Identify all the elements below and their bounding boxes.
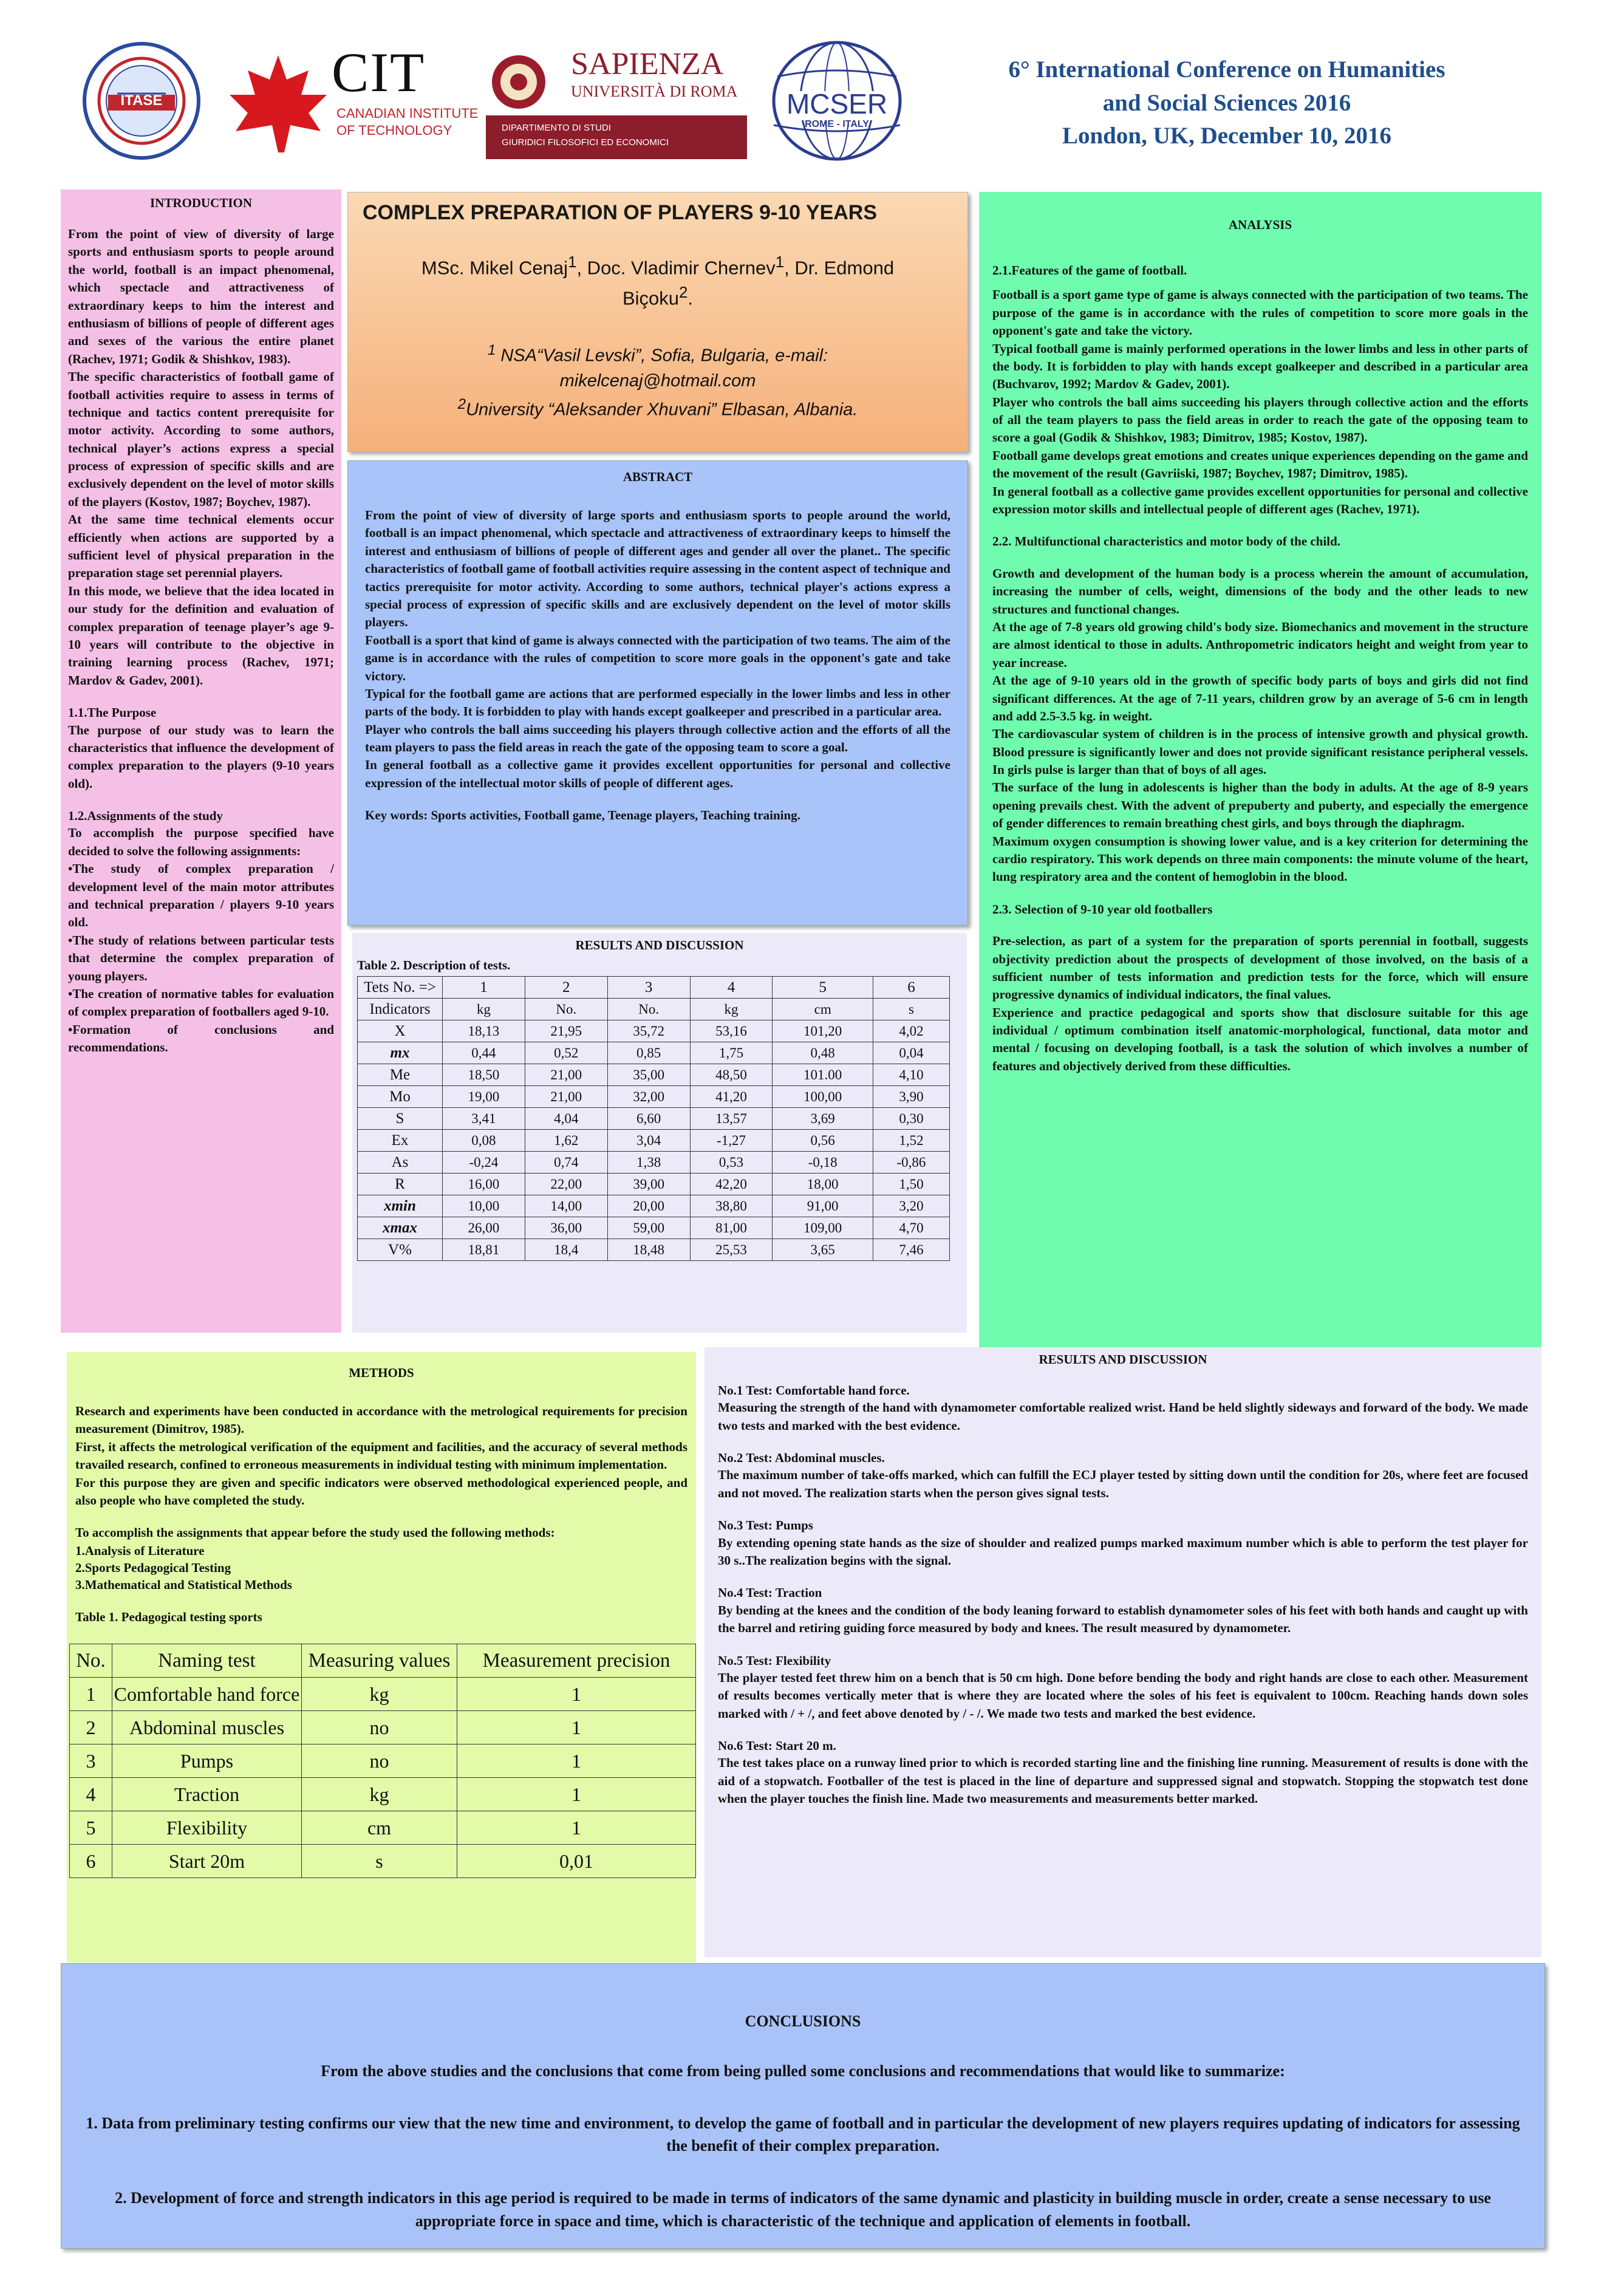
table1-cell: Traction (112, 1778, 302, 1811)
table1-cell: 1 (457, 1711, 696, 1744)
table1-header-cell: Measurement precision (457, 1644, 696, 1678)
method-item: 1.Analysis of Literature (75, 1543, 205, 1558)
table2-cell: 21,00 (525, 1064, 607, 1086)
table2-cell: 36,00 (525, 1217, 607, 1239)
table2-cell: 26,00 (443, 1217, 525, 1239)
table2-cell: s (873, 999, 949, 1020)
author-1-affil: 1 (568, 254, 577, 271)
table1-header-cell: No. (70, 1644, 112, 1678)
table1-cell: Flexibility (112, 1811, 302, 1845)
itase-logo-text: ITASE (120, 92, 163, 109)
method-item: 3.Mathematical and Statistical Methods (75, 1577, 292, 1593)
table2-cell: 4,10 (873, 1064, 949, 1086)
table2-row-label: R (358, 1174, 443, 1195)
methods-paragraph: Research and experiments have been conducted in accordance with the metrological requirements for precision measurement (Dimitrov, 1985). (75, 1404, 687, 1437)
analysis-paragraph: Player who controls the ball aims succeeding his players through collective action and the efforts of all the team players to pass the field areas in order to reach the gate of the opposing team to score a goal (Godik & Shishkov, 1983; Dimitrov, 1985; Kostov, 1987). (992, 394, 1528, 445)
affil-1-marker: 1 (487, 341, 496, 358)
table2-cell: 38,80 (690, 1195, 773, 1217)
assignments-title: 1.2.Assignments of the study (68, 808, 223, 824)
table2-cell: 0,52 (525, 1042, 607, 1064)
conclusion-item: 1. Data from preliminary testing confirms our view that the new time and environment, to develop the game of football and in particular the development of new players requires updating of indicators for assessing the benefit of their complex preparation. (86, 2114, 1520, 2155)
table2-row (358, 1064, 950, 1086)
table2-cell: 18,81 (443, 1239, 525, 1261)
table2-row-label: Indicators (358, 999, 443, 1020)
table2-row-label: V% (358, 1239, 443, 1261)
table2-cell: -0,24 (443, 1152, 525, 1174)
table2-row (358, 1020, 950, 1042)
table2-row (358, 1130, 950, 1152)
table2-cell: 42,20 (690, 1174, 773, 1195)
table2-cell: 14,00 (525, 1195, 607, 1217)
table2-row-label: Me (358, 1064, 443, 1086)
author-1: MSc. Mikel Cenaj (421, 257, 568, 279)
test-title: No.3 Test: Pumps (718, 1518, 813, 1533)
title-panel (347, 192, 968, 452)
methods-paragraph: To accomplish the assignments that appear before the study used the following methods: (75, 1525, 555, 1540)
analysis-paragraph: At the age of 7-8 years old growing child's body size. Biomechanics and movement in the structure are almost identical to those in adults. Anthropometric indicators height and weight from year to year increase. (992, 619, 1528, 670)
intro-paragraph: In this mode, we believe that the idea located in our study for the definition and evaluation of complex preparation of teenage player’s age 9-10 years will contribute to the objective in training learning process (Rachev, 1971; Mardov & Gadev, 2001). (68, 583, 334, 688)
affiliations (348, 340, 967, 423)
table2-row (358, 1042, 950, 1064)
table1-row (70, 1678, 696, 1711)
table2-cell: 32,00 (607, 1086, 690, 1108)
analysis-section-title: 2.1.Features of the game of football. (992, 263, 1187, 278)
table2-cell: 39,00 (607, 1174, 690, 1195)
table2-cell: 13,57 (690, 1108, 773, 1130)
analysis-title: ANALYSIS (1228, 217, 1292, 232)
poster-title: COMPLEX PREPARATION OF PLAYERS 9-10 YEARS (363, 201, 878, 224)
table1-cell: 1 (457, 1744, 696, 1778)
table2-cell: 22,00 (525, 1174, 607, 1195)
table2-row-label: X (358, 1020, 443, 1042)
table1-cell: 2 (70, 1711, 112, 1744)
table1-cell: Abdominal muscles (112, 1711, 302, 1744)
abstract-panel (347, 460, 968, 926)
sapienza-dept-line-2: GIURIDICI FILOSOFICI ED ECONOMICI (502, 137, 669, 148)
table2-cell: 4 (690, 977, 773, 999)
table1-header-cell: Measuring values (302, 1644, 457, 1678)
conclusion-item: 2. Development of force and strength indicators in this age period is required to be made in terms of indicators of the same dynamic and plasticity in building muscle in order, create a sense necessary to use appropriate force in space and time, which is characteristic of the technique and application of elements in football. (115, 2189, 1491, 2230)
table2-cell: -0,18 (773, 1152, 873, 1174)
table1-cell: 1 (457, 1678, 696, 1711)
affiliation-2: University “Aleksander Xhuvani” Elbasan, Albania. (466, 400, 858, 420)
affiliation-1: NSA“Vasil Levski”, Sofia, Bulgaria, e-mail: (496, 346, 828, 366)
authors: MSc. Mikel Cenaj$^1$, Doc. Vladimir Chernev$^1$, Dr. Edmond Biçoku$^2$. (421, 254, 895, 309)
introduction-title: INTRODUCTION (149, 196, 253, 210)
table2-cell: 4,04 (525, 1108, 607, 1130)
itase-logo (72, 40, 211, 162)
analysis-paragraph: Pre-selection, as part of a system for the preparation of sports perennial in football, suggests objectivity prediction about the prospects of development of those involved, on the basis of a sufficient number of tests information and prediction tests for the force, which will ensure progressive dynamics of individual indicators, the final values. (992, 934, 1528, 1002)
table2-cell: 100,00 (773, 1086, 873, 1108)
sapienza-logo (486, 43, 747, 159)
conference-line-1: 6° International Conference on Humanities (1008, 56, 1445, 83)
methods-title: METHODS (349, 1365, 414, 1380)
table1-row (70, 1744, 696, 1778)
sapienza-dept-band (486, 115, 747, 159)
table2-cell: 101.00 (773, 1064, 873, 1086)
table2-cell: 18,4 (525, 1239, 607, 1261)
table2-cell: 35,72 (607, 1020, 690, 1042)
conference-line-2: and Social Sciences 2016 (1102, 89, 1351, 116)
assignment-bullet: •The study of complex preparation / development level of the main motor attributes and technical preparation / players 9-10 years old. (68, 861, 334, 930)
table2-cell: 3,90 (873, 1086, 949, 1108)
table2-cell: 1,52 (873, 1130, 949, 1152)
table1-row (70, 1778, 696, 1811)
table2-cell: cm (773, 999, 873, 1020)
author-3-surname: Biçoku (622, 287, 680, 309)
table2-cell: 1,50 (873, 1174, 949, 1195)
table2-cell: 3,20 (873, 1195, 949, 1217)
abstract-paragraph: From the point of view of diversity of large sports and enthusiasm sports to people around the world, football is an impact phenomenal, which spectacle and attractiveness of extraordinary keeps to himself the interest and enthusiasm of billions of people of different ages and gender all over the planet.. The specific characteristics of football game of football activities require assessing in the content aspect of technique and tactics prerequisite for motor activity. According to some authors, technical player's actions express a special process of expression of specific skills and are exclusively dependent on the level of motor skills players. (365, 508, 950, 630)
table2-cell: 18,50 (443, 1064, 525, 1086)
table2-cell: 3,65 (773, 1239, 873, 1261)
table2-cell: 0,30 (873, 1108, 949, 1130)
table2 (357, 976, 950, 1261)
table2-cell: 6 (873, 977, 949, 999)
table2-cell: 7,46 (873, 1239, 949, 1261)
table2-cell: -0,86 (873, 1152, 949, 1174)
table2-row-label: mx (358, 1042, 443, 1064)
abstract-keywords: Key words: Sports activities, Football game, Teenage players, Teaching training. (365, 808, 800, 823)
table1-cell: Start 20m (112, 1845, 302, 1878)
table2-row (358, 1086, 950, 1108)
table2-cell: 18,13 (443, 1020, 525, 1042)
intro-paragraph: The specific characteristics of football game of football activities require to assess in terms of technique and tactics content prerequisite for motor activity. According to some authors, technical player’s actions express a special process of expression of specific skills and are exclusively dependent on the level of motor skills of the players (Kostov, 1987; Boychev, 1987). (68, 369, 334, 509)
table2-cell: 109,00 (773, 1217, 873, 1239)
test-text: Measuring the strength of the hand with dynamometer comfortable realized wrist. Hand be held slightly sideways and forward of the body. We made two tests and marked with the best evidence. (718, 1400, 1528, 1433)
conclusions-panel (61, 1963, 1545, 2249)
table2-cell: 0,85 (607, 1042, 690, 1064)
cit-logo-subtext-1: CANADIAN INSTITUTE (336, 106, 479, 121)
test-text: By bending at the knees and the condition of the body leaning forward to establish dynamometer soles of his feet with both hands and caught up with the barrel and retiring guiding force measured by body and knees. The result measured by dynamometer. (718, 1602, 1528, 1636)
author-2: , Doc. Vladimir Chernev (576, 257, 776, 279)
methods-paragraph: For this purpose they are given and specific indicators were observed methodological experienced people, and also people who have completed the study. (75, 1475, 687, 1508)
mcser-logo (765, 40, 909, 162)
table2-cell: 2 (525, 977, 607, 999)
affil-2-marker: 2 (457, 396, 466, 413)
table2-cell: 0,04 (873, 1042, 949, 1064)
table1-cell: 6 (70, 1845, 112, 1878)
table2-cell: 0,08 (443, 1130, 525, 1152)
table1-cell: s (302, 1845, 457, 1878)
sapienza-dept-line-1: DIPARTIMENTO DI STUDI (502, 123, 612, 133)
cit-logo (223, 40, 479, 162)
purpose-text: The purpose of our study was to learn the characteristics that influence the development of complex preparation to the players (9-10 years old). (68, 722, 334, 791)
test-text: By extending opening state hands as the size of shoulder and realized pumps marked maximum number which is able to perform the test player for 30 s..The realization begins with the signal. (718, 1535, 1528, 1568)
table2-cell: 10,00 (443, 1195, 525, 1217)
table2-cell: 1,75 (690, 1042, 773, 1064)
table1-cell: 1 (457, 1778, 696, 1811)
table2-cell: kg (690, 999, 773, 1020)
table1-cell: 5 (70, 1811, 112, 1845)
table2-cell: 0,48 (773, 1042, 873, 1064)
method-item: 2.Sports Pedagogical Testing (75, 1560, 231, 1576)
table2-cell: 1 (443, 977, 525, 999)
table2-row (358, 1239, 950, 1261)
sapienza-logo-subtext: UNIVERSITÀ DI ROMA (571, 83, 738, 100)
author-3-affil: 2 (679, 284, 688, 302)
table2-cell: 3,04 (607, 1130, 690, 1152)
table1-cell: 1 (457, 1811, 696, 1845)
assignments-text: To accomplish the purpose specified have decided to solve the following assignments: (68, 825, 334, 858)
table2-row (358, 1174, 950, 1195)
abstract-title: ABSTRACT (623, 470, 693, 484)
table2-cell: 20,00 (607, 1195, 690, 1217)
methods-panel (67, 1352, 696, 1963)
author-2-affil: 1 (775, 254, 785, 271)
abstract-paragraph: Typical for the football game are actions that are performed especially in the lower limbs and less in other parts of the body. It is forbidden to play with hands except goalkeeper and prescribed in a particular area. (365, 686, 950, 719)
table2-row-label: As (358, 1152, 443, 1174)
assignment-bullet: •The creation of normative tables for evaluation of complex preparation of footballers aged 9-10. (68, 986, 334, 1019)
test-title: No.2 Test: Abdominal muscles. (718, 1450, 885, 1466)
table2-row (358, 1152, 950, 1174)
table2-row (358, 1217, 950, 1239)
analysis-section-title: 2.3. Selection of 9-10 year old footballers (992, 901, 1213, 917)
table2-row-label: Ex (358, 1130, 443, 1152)
results-tests-title: RESULTS AND DISCUSSION (1039, 1352, 1207, 1367)
table1-cell: kg (302, 1678, 457, 1711)
table2-row (358, 999, 950, 1020)
table2-cell: 91,00 (773, 1195, 873, 1217)
table2-cell: 59,00 (607, 1217, 690, 1239)
analysis-section-title: 2.2. Multifunctional characteristics and motor body of the child. (992, 534, 1341, 549)
table2-cell: 4,70 (873, 1217, 949, 1239)
conference-heading (947, 53, 1506, 153)
table2-cell: 35,00 (607, 1064, 690, 1086)
table2-cell: 0,74 (525, 1152, 607, 1174)
conclusions-title: CONCLUSIONS (745, 2012, 861, 2030)
analysis-paragraph: Football is a sport game type of game is always connected with the participation of two teams. The purpose of the game is in accordance with the rules of competition to score more goals in the opponent's gate and take the victory. (992, 287, 1528, 338)
introduction-panel (61, 190, 341, 1333)
analysis-paragraph: The cardiovascular system of children is in the process of intensive growth and physical growth. Blood pressure is significantly lower and does not provide significant resistance peripheral vessels. In girls pulse is larger than that of boys of all ages. (992, 726, 1528, 777)
table2-cell: 18,48 (607, 1239, 690, 1261)
table2-cell: 5 (773, 977, 873, 999)
table2-cell: 81,00 (690, 1217, 773, 1239)
analysis-paragraph: Maximum oxygen consumption is showing lower value, and is a key criterion for determining the cardio respiratory. This work depends on three main components: the minute volume of the heart, lung respiratory area and the content of hemoglobin in the blood. (992, 833, 1528, 884)
table2-cell: 48,50 (690, 1064, 773, 1086)
table1-header-row (70, 1644, 696, 1678)
table1-cell: Pumps (112, 1744, 302, 1778)
table2-row (358, 1195, 950, 1217)
table2-cell: 4,02 (873, 1020, 949, 1042)
table2-cell: 1,62 (525, 1130, 607, 1152)
table2-cell: 21,95 (525, 1020, 607, 1042)
table2-row-label: xmax (358, 1217, 443, 1239)
table1-caption: Table 1. Pedagogical testing sports (75, 1609, 262, 1624)
purpose-title: 1.1.The Purpose (68, 705, 157, 720)
analysis-paragraph: Experience and practice pedagogical and sports show that disclosure suitable for this age individual / optimum combination itself anatomic-morphological, functional, data motor and mental / focusing on developing football, is a task the solution of which involves a number of features and objectively derived from these difficulties. (992, 1005, 1528, 1073)
table2-cell: 41,20 (690, 1086, 773, 1108)
analysis-panel (979, 192, 1541, 1348)
assignment-bullet: •Formation of conclusions and recommendations. (68, 1022, 334, 1055)
conclusions-intro: From the above studies and the conclusions that come from being pulled some conclusions and recommendations that would like to summarize: (321, 2062, 1285, 2080)
table2-row (358, 977, 950, 999)
intro-paragraph: From the point of view of diversity of large sports and enthusiasm sports to people around the world, football is an impact phenomenal, which spectacle and attractiveness of extraordinary keeps to him the interest and enthusiasm of billions of people of different ages and sexes of the various the entire planet (Rachev, 1971; Godik & Shishkov, 1983). (68, 227, 334, 366)
table2-cell: 16,00 (443, 1174, 525, 1195)
test-text: The test takes place on a runway lined prior to which is recorded starting line and the finishing line running. Measurement of results is done with the aid of a stopwatch. Footballer of the test is placed in the line of departure and suppressed signal and stopwatch. Stopping the stopwatch test done when the player touches the finish line. Made two measurements and measurements better marked. (718, 1755, 1528, 1806)
analysis-paragraph: Football game develops great emotions and creates unique experiences depending on the game and the movement of the result (Gavriiski, 1987; Boychev, 1987; Dimitrov, 1985). (992, 448, 1528, 481)
test-title: No.1 Test: Comfortable hand force. (718, 1383, 910, 1398)
table2-cell: 3,69 (773, 1108, 873, 1130)
methods-paragraph: First, it affects the metrological verification of the equipment and facilities, and the accuracy of several methods travailed research, confined to erroneous measurements in individual testing with minimum implementation. (75, 1439, 687, 1472)
results-table-panel (352, 933, 967, 1333)
analysis-paragraph: At the age of 9-10 years old in the growth of specific body parts of boys and girls did not find significant differences. At the age of 7-11 years, children grow by an average of 5-6 cm in length and add 2.5-3.5 kg. in weight. (992, 673, 1528, 723)
table1-cell: 3 (70, 1744, 112, 1778)
table2-cell: 6,60 (607, 1108, 690, 1130)
author-3: , Dr. Edmond (784, 257, 895, 279)
table2-cell: 19,00 (443, 1086, 525, 1108)
table1-cell: Comfortable hand force (112, 1678, 302, 1711)
table1-row (70, 1811, 696, 1845)
table1-cell: kg (302, 1778, 457, 1811)
table1-cell: no (302, 1744, 457, 1778)
cit-logo-subtext-2: OF TECHNOLOGY (336, 123, 452, 138)
abstract-paragraph: Player who controls the ball aims succeeding his players through collective action and the efforts of all the team players to pass the field areas in reach the gate of the opposing team to score a goal. (365, 722, 950, 755)
intro-paragraph: At the same time technical elements occur efficiently when actions are supported by a sufficient level of physical preparation in the preparation stage set perennial players. (68, 512, 334, 581)
table1-row (70, 1845, 696, 1878)
affiliation-email: mikelcenaj@hotmail.com (559, 371, 756, 391)
assignment-bullet: •The study of relations between particular tests that determine the complex preparation of young players. (68, 932, 334, 983)
abstract-paragraph: Football is a sport that kind of game is always connected with the participation of two teams. The aim of the game is in accordance with the rules of competition to score more goals in the opponent's gate and take victory. (365, 632, 950, 683)
table1-cell: 0,01 (457, 1845, 696, 1878)
table2-row (358, 1108, 950, 1130)
table2-cell: kg (443, 999, 525, 1020)
table2-cell: 21,00 (525, 1086, 607, 1108)
results-table-title: RESULTS AND DISCUSSION (575, 938, 744, 952)
test-title: No.6 Test: Start 20 m. (718, 1738, 836, 1754)
table1-cell: 1 (70, 1678, 112, 1711)
analysis-paragraph: Typical football game is mainly performed operations in the lower limbs and less in other parts of the body. It is forbidden to play with hands except goalkeeper and described in a particular area (Buchvarov, 1992; Mardov & Gadev, 2001). (992, 341, 1528, 392)
table2-row-label: Tets No. => (358, 977, 443, 999)
sapienza-logo-text: SAPIENZA (571, 47, 724, 81)
table2-cell: -1,27 (690, 1130, 773, 1152)
mcser-logo-subtext: ROME - ITALY (805, 119, 869, 129)
test-title: No.5 Test: Flexibility (718, 1653, 831, 1668)
table1-header-cell: Naming test (112, 1644, 302, 1678)
test-title: No.4 Test: Traction (718, 1585, 822, 1601)
table1 (69, 1644, 696, 1878)
test-text: The player tested feet threw him on a bench that is 50 cm high. Done before bending the body and right hands are close to each other. Measurement of results becomes vertically meter that is where they are located where the soles of his feet is equivalent to 100cm. Reaching hands down soles marked with / + /, and feet above denoted by / - /. We made two tests and marked the best evidence. (718, 1670, 1528, 1721)
table2-cell: 18,00 (773, 1174, 873, 1195)
table2-cell: 101,20 (773, 1020, 873, 1042)
table2-cell: 1,38 (607, 1152, 690, 1174)
table2-row-label: Mo (358, 1086, 443, 1108)
table2-cell: 0,44 (443, 1042, 525, 1064)
table1-cell: 4 (70, 1778, 112, 1811)
table2-cell: 0,56 (773, 1130, 873, 1152)
table2-cell: No. (525, 999, 607, 1020)
test-text: The maximum number of take-offs marked, which can fulfill the ECJ player tested by sitting down until the condition for 20s, where feet are focused and not moved. The realization starts when the person gives signal tests. (718, 1467, 1528, 1500)
table2-cell: 3,41 (443, 1108, 525, 1130)
table2-cell: No. (607, 999, 690, 1020)
abstract-paragraph: In general football as a collective game it provides excellent opportunities for personal and collective expression of the intellectual motor skills of people of different ages. (365, 757, 950, 790)
table1-cell: cm (302, 1811, 457, 1845)
conference-line-3: London, UK, December 10, 2016 (1062, 123, 1392, 149)
table2-caption: Table 2. Description of tests. (357, 958, 511, 972)
analysis-paragraph: The surface of the lung in adolescents is higher than the body in adults. At the age of 8-9 years opening prevails chest. With the advent of prepuberty and puberty, and especially the emergence of gender differences to remain breathing chest girls, and boys through the diaphragm. (992, 780, 1528, 831)
table2-cell: 25,53 (690, 1239, 773, 1261)
table2-row-label: S (358, 1108, 443, 1130)
table1-cell: no (302, 1711, 457, 1744)
table1-row (70, 1711, 696, 1744)
table2-cell: 3 (607, 977, 690, 999)
analysis-paragraph: In general football as a collective game provides excellent opportunities for personal and collective expression motor skills and intellectual people of different ages (Rachev, 1971). (992, 483, 1528, 517)
mcser-logo-text: MCSER (786, 88, 888, 120)
table2-row-label: xmin (358, 1195, 443, 1217)
analysis-paragraph: Growth and development of the human body is a process wherein the amount of accumulation, increasing the number of cells, weight, dimensions of the body and the other leads to new structures and functional changes. (992, 565, 1528, 617)
table2-cell: 0,53 (690, 1152, 773, 1174)
cit-logo-text: CIT (332, 41, 426, 103)
results-tests-panel (705, 1347, 1541, 1957)
table2-cell: 53,16 (690, 1020, 773, 1042)
